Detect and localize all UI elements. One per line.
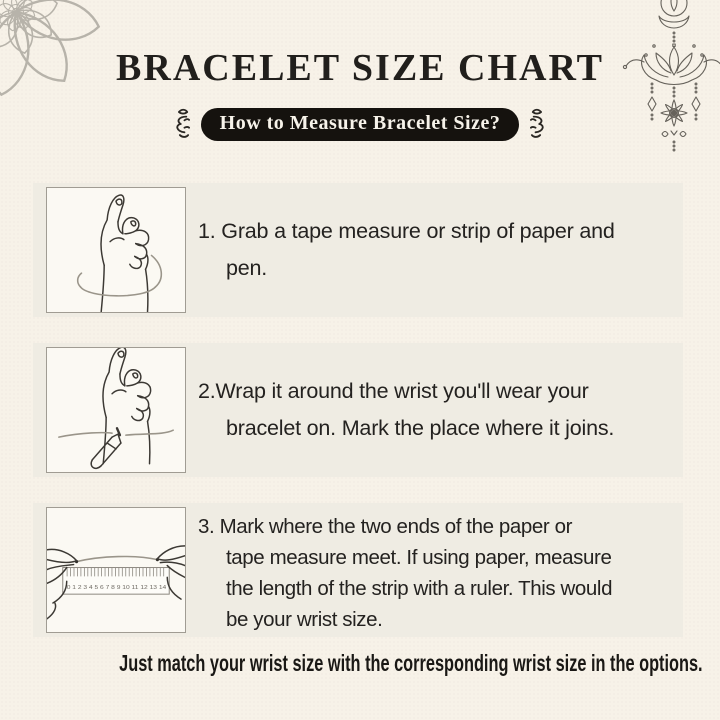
step-1-panel bbox=[33, 183, 683, 317]
step-2-text bbox=[198, 373, 614, 447]
step-3-text bbox=[198, 511, 612, 635]
step-2-line-1: 2.Wrap it around the wrist you'll wear your bbox=[198, 379, 589, 403]
step-3-line-2: tape measure meet. If using paper, measure bbox=[226, 546, 612, 569]
step-1-illustration bbox=[46, 187, 186, 313]
step-1-line-2: pen. bbox=[226, 256, 268, 280]
hand-marking-wrist-with-pen-icon bbox=[47, 348, 185, 472]
footer-note bbox=[0, 650, 720, 677]
step-1-line-1: 1. Grab a tape measure or strip of paper and bbox=[198, 219, 615, 243]
curly-flourish-left-icon bbox=[166, 108, 190, 140]
page-title: BRACELET SIZE CHART bbox=[116, 47, 604, 89]
step-3-line-3: the length of the strip with a ruler. This would bbox=[226, 577, 613, 600]
step-1-text bbox=[198, 213, 615, 287]
step-2-illustration bbox=[46, 347, 186, 473]
step-2-panel bbox=[33, 343, 683, 477]
hands-holding-ruler-icon bbox=[47, 508, 185, 632]
step-3-line-1: 3. Mark where the two ends of the paper or bbox=[198, 515, 573, 538]
subtitle-badge-row bbox=[0, 105, 720, 143]
step-2-line-2: bracelet on. Mark the place where it joins. bbox=[226, 416, 615, 440]
step-3-line-4: be your wrist size. bbox=[226, 608, 383, 631]
step-3-panel bbox=[33, 503, 683, 637]
hand-with-tape-loop-icon bbox=[47, 188, 185, 312]
step-3-illustration bbox=[46, 507, 186, 633]
ruler-numbers: 0 1 2 3 4 5 6 7 8 9 10 11 12 13 14 bbox=[66, 585, 168, 592]
curly-flourish-right-icon bbox=[530, 108, 554, 140]
subtitle-badge: How to Measure Bracelet Size? bbox=[201, 108, 520, 141]
footer-note-text: Just match your wrist size with the corresponding wrist size in the options. bbox=[119, 650, 703, 676]
